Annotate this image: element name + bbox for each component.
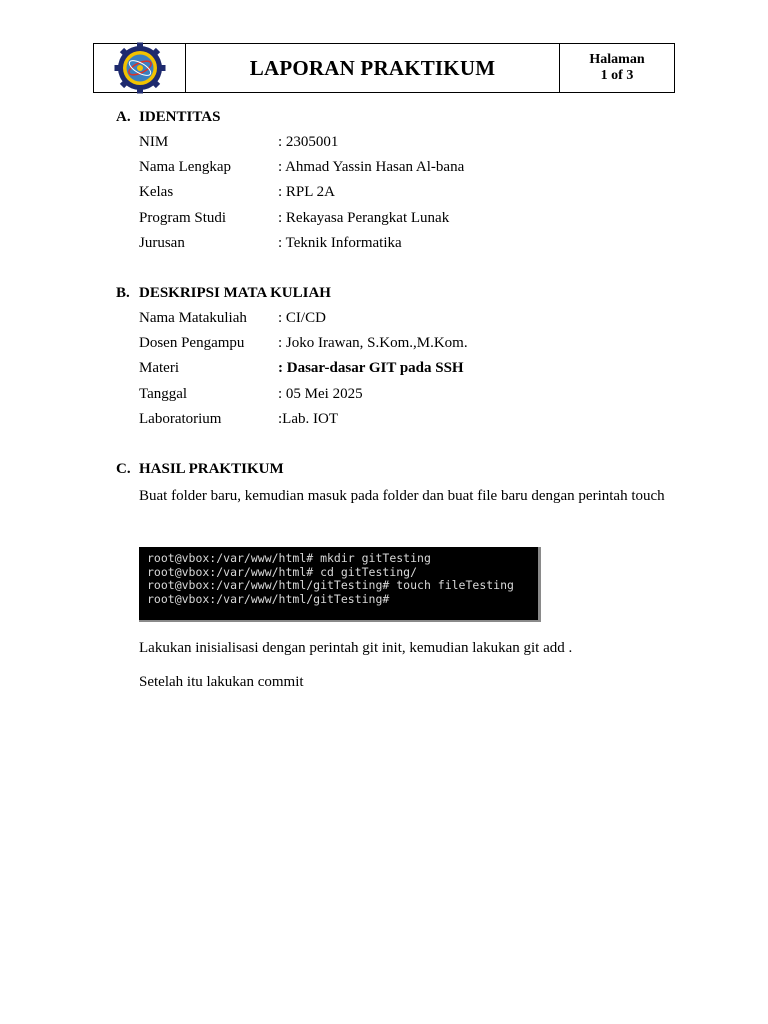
page-label: Halaman	[589, 52, 645, 67]
report-title: LAPORAN PRAKTIKUM	[249, 55, 496, 80]
section-a-title: IDENTITAS	[139, 109, 221, 125]
section-b-number: B.	[116, 285, 130, 301]
terminal-line: root@vbox:/var/www/html/gitTesting#	[147, 591, 390, 606]
section-b-heading	[116, 285, 331, 302]
field-label: Nama Matakuliah	[139, 310, 247, 326]
result-paragraph-1: Buat folder baru, kemudian masuk pada folder dan buat file baru dengan perintah touch	[139, 488, 665, 504]
report-header	[93, 43, 675, 93]
field-label: Tanggal	[139, 386, 188, 402]
field-value: : Rekayasa Perangkat Lunak	[278, 210, 450, 226]
field-label: Dosen Pengampu	[139, 335, 245, 351]
university-logo-icon	[114, 42, 166, 94]
section-c-number: C.	[116, 461, 131, 477]
field-value: : Dasar-dasar GIT pada SSH	[278, 360, 464, 376]
result-paragraph-3: Setelah itu lakukan commit	[139, 674, 304, 690]
field-value: : Joko Irawan, S.Kom.,M.Kom.	[278, 335, 468, 351]
field-value: :Lab. IOT	[278, 411, 338, 427]
field-value: : Teknik Informatika	[278, 235, 402, 251]
terminal-line: root@vbox:/var/www/html# mkdir gitTesting	[147, 551, 431, 565]
field-label: Kelas	[139, 184, 174, 200]
field-label: Program Studi	[139, 210, 227, 226]
section-b-title: DESKRIPSI MATA KULIAH	[139, 285, 331, 301]
field-value: : CI/CD	[278, 310, 326, 326]
field-label: Jurusan	[139, 235, 185, 251]
terminal-line: root@vbox:/var/www/html/gitTesting# touch fileTesting	[147, 578, 514, 593]
field-value: : Ahmad Yassin Hasan Al-bana	[278, 159, 465, 175]
section-c-heading	[116, 461, 284, 478]
field-label: Nama Lengkap	[139, 159, 232, 175]
section-a-number: A.	[116, 109, 131, 125]
terminal-screenshot	[139, 547, 541, 622]
field-label: Laboratorium	[139, 411, 222, 427]
terminal-line: root@vbox:/var/www/html# cd gitTesting/	[147, 564, 418, 579]
page-indicator	[559, 44, 674, 92]
page-number: 1 of 3	[600, 68, 634, 83]
result-paragraph-2: Lakukan inisialisasi dengan perintah git init, kemudian lakukan git add .	[139, 640, 573, 656]
section-a-heading	[116, 109, 220, 126]
field-value: : RPL 2A	[278, 184, 335, 200]
header-logo-cell	[94, 44, 186, 92]
field-value: : 05 Mei 2025	[278, 386, 363, 402]
field-label: Materi	[139, 360, 179, 376]
section-c-title: HASIL PRAKTIKUM	[139, 461, 284, 477]
field-label: NIM	[139, 134, 169, 150]
field-value: : 2305001	[278, 134, 339, 150]
